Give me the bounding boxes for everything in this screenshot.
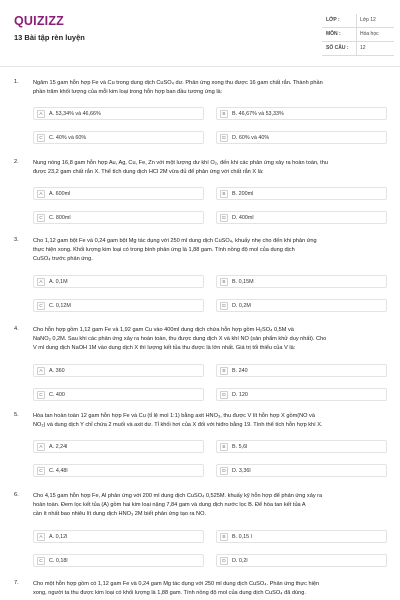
option-letter-badge: C bbox=[37, 467, 45, 475]
option-letter-badge: B bbox=[220, 190, 228, 198]
question-line: Cho 1,12 gam bột Fe và 0,24 gam bột Mg tác dụng với 250 ml dung dịch CuSO₄, khuấy nhẹ cho đến khi phản ứng bbox=[33, 238, 317, 244]
answer-option-c[interactable] bbox=[33, 388, 204, 401]
option-letter-badge: A bbox=[37, 110, 45, 118]
answer-option-b[interactable] bbox=[216, 530, 387, 543]
option-letter-badge: D bbox=[220, 134, 228, 142]
question-line: được 23,2 gam chất rắn X. Thể tích dung dịch HCl 2M vừa đủ để phản ứng với chất rắn X là: bbox=[33, 169, 264, 176]
option-letter-badge: B bbox=[220, 533, 228, 541]
page-title: 13 Bài tập rèn luyện bbox=[14, 33, 85, 42]
meta-row-class bbox=[322, 14, 394, 28]
option-letter-badge: D bbox=[220, 391, 228, 399]
option-text: B. 0,15M bbox=[232, 278, 254, 285]
header-divider bbox=[0, 66, 400, 67]
option-letter-badge: D bbox=[220, 467, 228, 475]
meta-divider bbox=[356, 14, 357, 28]
question-line: NaNO₃ 0,2M. Sau khi các phản ứng xảy ra hoàn toàn, thu được dung dịch X và khí NO (sản phẩm khử duy nhất). Cho bbox=[33, 336, 327, 343]
option-letter-badge: D bbox=[220, 557, 228, 565]
question-number: 4. bbox=[14, 326, 19, 332]
question-number: 7. bbox=[14, 580, 19, 586]
answer-option-a[interactable] bbox=[33, 275, 204, 288]
option-letter-badge: C bbox=[37, 214, 45, 222]
answer-option-d[interactable] bbox=[216, 464, 387, 477]
option-text: D. 0,2l bbox=[232, 557, 248, 564]
answer-option-c[interactable] bbox=[33, 211, 204, 224]
option-letter-badge: C bbox=[37, 391, 45, 399]
question-text bbox=[33, 237, 389, 265]
option-letter-badge: D bbox=[220, 214, 228, 222]
answer-option-c[interactable] bbox=[33, 554, 204, 567]
question-line: V ml dung dịch NaOH 1M vào dung dịch X thì lượng kết tủa thu được là lớn nhất. Giá trị tối thiểu của V là: bbox=[33, 345, 296, 352]
option-letter-badge: A bbox=[37, 367, 45, 375]
answer-option-b[interactable] bbox=[216, 364, 387, 377]
answer-option-a[interactable] bbox=[33, 187, 204, 200]
question-line: Hòa tan hoàn toàn 12 gam hỗn hợp Fe và Cu (tỉ lệ mol 1:1) bằng axit HNO₃, thu được V lít hỗn hợp X gồm(NO và bbox=[33, 413, 315, 419]
question-text bbox=[33, 412, 389, 430]
option-letter-badge: A bbox=[37, 190, 45, 198]
answer-option-b[interactable] bbox=[216, 440, 387, 453]
option-letter-badge: C bbox=[37, 134, 45, 142]
option-text: A. 0,1M bbox=[49, 278, 68, 285]
question-line: cần ít nhất bao nhiêu lít dung dịch HNO₃ 2M biết phản ứng tạo ra NO. bbox=[33, 511, 207, 518]
question-text bbox=[33, 159, 389, 177]
option-text: D. 400ml bbox=[232, 215, 254, 222]
question-line: CuSO₄ trước phản ứng. bbox=[33, 256, 93, 263]
question-line: NO₂) và dung dịch Y chỉ chứa 2 muối và axit dư. Tỉ khối hơi của X đối với hiđro bằng 19. Tính thể tích hỗn hợp khí X. bbox=[33, 422, 323, 429]
meta-label: SỐ CÂU : bbox=[326, 45, 349, 51]
option-letter-badge: A bbox=[37, 443, 45, 451]
question-number: 3. bbox=[14, 237, 19, 243]
question-number: 5. bbox=[14, 412, 19, 418]
answer-option-d[interactable] bbox=[216, 211, 387, 224]
option-letter-badge: B bbox=[220, 278, 228, 286]
answer-option-b[interactable] bbox=[216, 275, 387, 288]
question-line: Cho 4,15 gam hỗn hợp Fe, Al phản ứng với 200 ml dung dịch CuSO₄ 0,525M. khuấy kỹ hỗn hợp để phản ứng xảy ra bbox=[33, 493, 323, 499]
answer-option-b[interactable] bbox=[216, 187, 387, 200]
option-text: C. 0,12M bbox=[49, 302, 71, 309]
meta-label: LỚP : bbox=[326, 17, 340, 23]
question-text bbox=[33, 79, 389, 97]
option-text: D. 0,2M bbox=[232, 302, 251, 309]
option-text: D. 120 bbox=[232, 391, 248, 398]
answer-option-a[interactable] bbox=[33, 107, 204, 120]
question-line: phần trăm khối lượng của mỗi kim loại trong hỗn hợp ban đầu tương ứng là: bbox=[33, 89, 223, 96]
option-text: A. 360 bbox=[49, 367, 65, 374]
question-line: xong, người ta thu được kim loại có khối lượng là 1,88 gam. Tính nồng độ mol của dung dịch CuSO₄ đã dùng. bbox=[33, 590, 306, 597]
option-letter-badge: B bbox=[220, 443, 228, 451]
option-letter-badge: A bbox=[37, 278, 45, 286]
option-text: C. 800ml bbox=[49, 215, 71, 222]
answer-option-d[interactable] bbox=[216, 554, 387, 567]
option-letter-badge: C bbox=[37, 302, 45, 310]
answer-option-c[interactable] bbox=[33, 464, 204, 477]
answer-option-d[interactable] bbox=[216, 299, 387, 312]
option-text: B. 0,15 l bbox=[232, 533, 252, 540]
question-line: hoàn toàn. Đem lọc kết tủa (A) gồm hai kim loại nặng 7,84 gam và dung dịch nước lọc B. Để hòa tan kết tủa A bbox=[33, 502, 306, 509]
option-text: A. 53,34% và 46,66% bbox=[49, 111, 101, 118]
quizizz-logo: QUIZIZZ bbox=[14, 14, 65, 28]
option-text: C. 400 bbox=[49, 391, 65, 398]
meta-divider bbox=[356, 42, 357, 56]
answer-option-a[interactable] bbox=[33, 364, 204, 377]
option-text: C. 0,18l bbox=[49, 557, 68, 564]
question-line: Nung nóng 16,8 gam hỗn hợp Au, Ag, Cu, Fe, Zn với một lượng dư khí O₂, đến khi các phản ứng xảy ra hoàn toàn, thu bbox=[33, 160, 328, 166]
option-letter-badge: D bbox=[220, 302, 228, 310]
option-text: C. 4,48l bbox=[49, 468, 68, 475]
meta-value: Hóa học bbox=[360, 31, 379, 37]
question-text bbox=[33, 492, 389, 520]
option-text: A. 0,12l bbox=[49, 533, 68, 540]
meta-row-subject bbox=[322, 28, 394, 42]
question-number: 1. bbox=[14, 79, 19, 85]
option-text: B. 240 bbox=[232, 367, 248, 374]
question-line: Cho một hỗn hợp gồm có 1,12 gam Fe và 0,24 gam Mg tác dụng với 250 ml dung dịch CuSO₄. Phản ứng thực hiện bbox=[33, 581, 320, 587]
option-text: A. 2,24l bbox=[49, 444, 68, 451]
question-line: Cho hỗn hợp gồm 1,12 gam Fe và 1,92 gam Cu vào 400ml dung dịch chứa hỗn hợp gồm H₂SO₄ 0,5M và bbox=[33, 327, 294, 333]
answer-option-d[interactable] bbox=[216, 388, 387, 401]
option-text: B. 200ml bbox=[232, 191, 254, 198]
option-letter-badge: C bbox=[37, 557, 45, 565]
meta-row-count bbox=[322, 42, 394, 56]
question-number: 2. bbox=[14, 159, 19, 165]
meta-label: MÔN : bbox=[326, 31, 341, 37]
option-letter-badge: B bbox=[220, 110, 228, 118]
question-line: Ngâm 15 gam hỗn hợp Fe và Cu trong dung dịch CuSO₄ dư. Phản ứng xong thu được 16 gam chất rắn. Thành phần bbox=[33, 80, 323, 86]
worksheet-header bbox=[0, 0, 400, 70]
meta-divider bbox=[356, 28, 357, 42]
option-text: D. 3,36l bbox=[232, 468, 251, 475]
meta-value: Lớp 12 bbox=[360, 17, 376, 23]
answer-option-c[interactable] bbox=[33, 131, 204, 144]
option-letter-badge: A bbox=[37, 533, 45, 541]
option-letter-badge: B bbox=[220, 367, 228, 375]
option-text: B. 46,67% và 53,33% bbox=[232, 111, 284, 118]
answer-option-d[interactable] bbox=[216, 131, 387, 144]
option-text: C. 40% và 60% bbox=[49, 135, 87, 142]
question-line: thực hiện xong. Khối lượng kim loại có trong bình phản ứng là 1,88 gam. Tính nồng độ mol của dung dịch bbox=[33, 247, 295, 254]
answer-option-c[interactable] bbox=[33, 299, 204, 312]
question-text bbox=[33, 580, 389, 598]
option-text: A. 600ml bbox=[49, 191, 71, 198]
answer-option-b[interactable] bbox=[216, 107, 387, 120]
option-text: D. 60% và 40% bbox=[232, 135, 270, 142]
meta-value: 12 bbox=[360, 45, 366, 51]
question-number: 6. bbox=[14, 492, 19, 498]
answer-option-a[interactable] bbox=[33, 530, 204, 543]
option-text: B. 5,6l bbox=[232, 444, 248, 451]
question-text bbox=[33, 326, 389, 354]
answer-option-a[interactable] bbox=[33, 440, 204, 453]
